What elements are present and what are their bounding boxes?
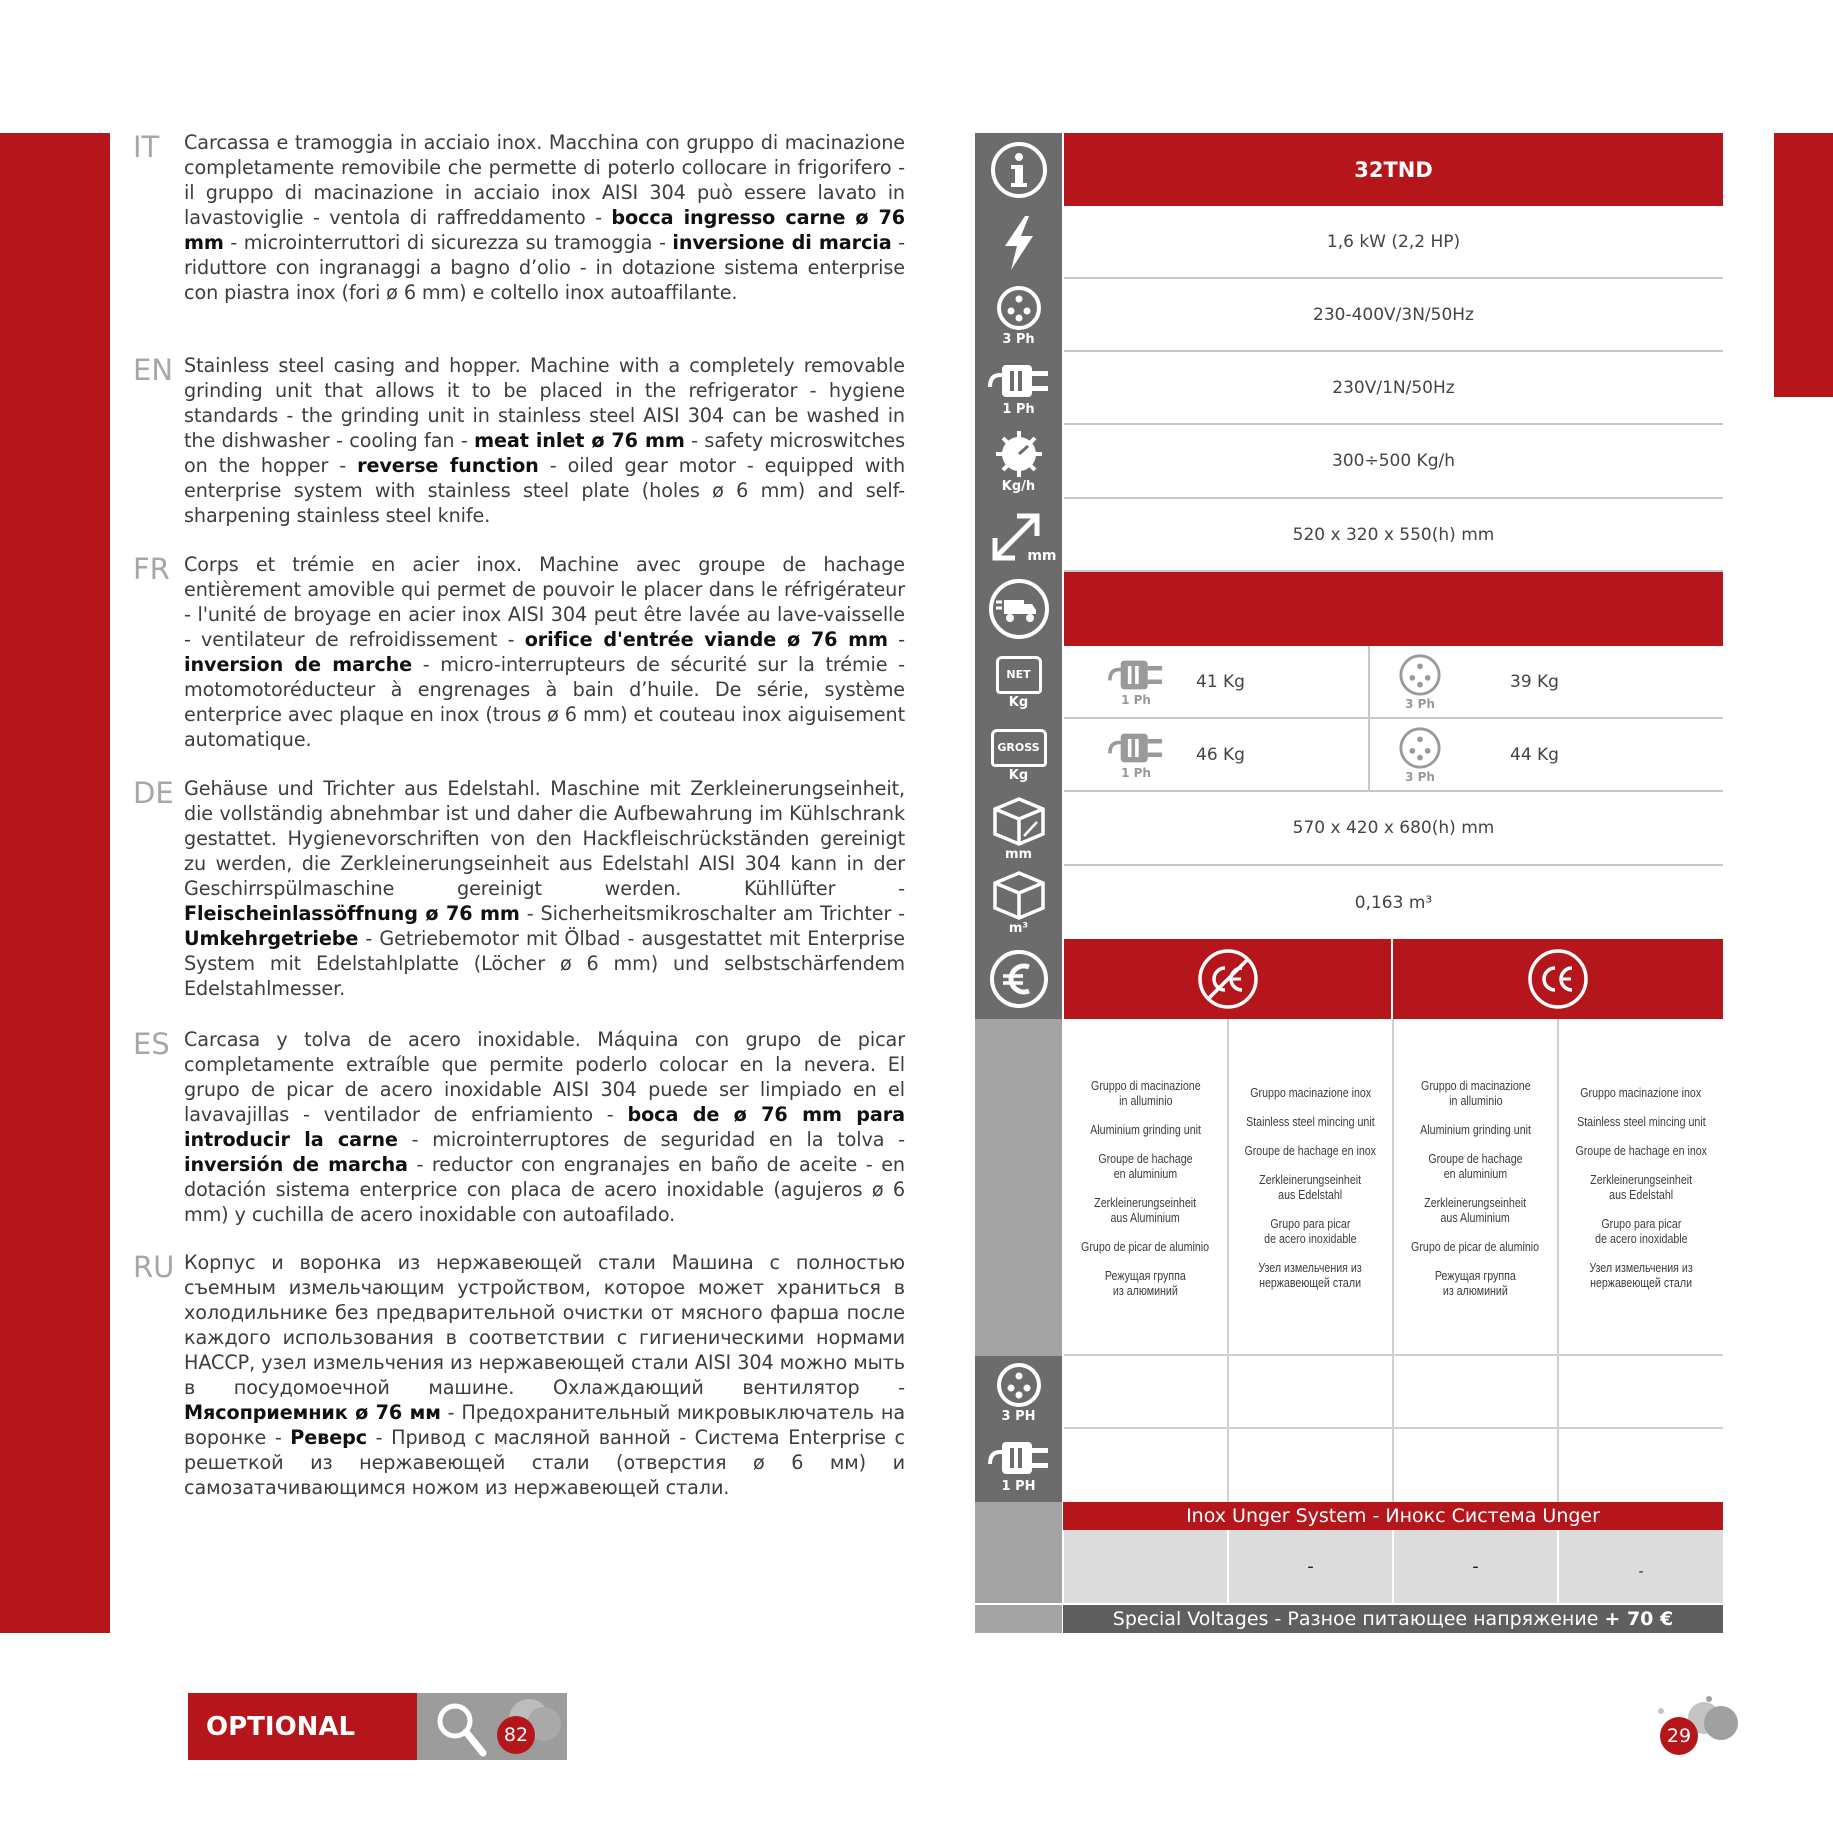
dimensions-value: 520 x 320 x 550(h) mm [1064,499,1723,572]
band-icon-cell [975,1605,1062,1633]
lang-text: Корпус и воронка из нержавеющей стали Машина с полностью съемным измельчающим устройством, которое может храниться в холодильнике без предварительной очистки от мясного фарша после каждого использования в соответствии с гигиеническими нормами HACCP, узел измельчения из нержавеющей стали AISI 304 можно мыть в посудомоечной машине. Охлаждающий вентилятор - Мясоприемник ø 76 мм - Предохранительный микровыключатель на воронке - Реверс - Привод с масляной ванной - Система Enterprise с решеткой из нержавеющей стали (отверстия ø 6 мм) и самозатачивающимся ножом из нержавеющей стали. [184,1251,905,1499]
price-cell [1229,1429,1394,1502]
spec-row-model [975,133,1723,206]
shipping-truck-icon [975,572,1062,646]
net-weight-icon [975,646,1062,719]
spec-row-voltage-1ph [975,352,1723,425]
three-phase-plug-icon [1398,653,1442,711]
ce-column-header [1393,939,1723,1019]
left-red-bar [0,133,110,1633]
magnifier-icon [431,1697,491,1757]
lang-code: IT [133,130,160,164]
unger-value: - [1229,1530,1394,1603]
meat-grinder-output-icon [975,425,1062,499]
euro-icon [975,939,1062,1019]
spec-row-package-dimensions [975,792,1723,866]
icon-label: 1 Ph [1121,692,1151,707]
net-weight-1ph-cell [1064,646,1370,719]
price-cell [1064,1356,1229,1429]
icon-label: m³ [1008,920,1029,936]
net-weight-3ph: 39 Kg [1510,671,1559,692]
icon-label: Kg [1008,767,1029,783]
no-ce-mark-icon [1197,948,1259,1010]
lang-text: Corps et trémie en acier inox. Machine avec groupe de hachage entièrement amovible qui permet de pouvoir le placer dans le réfrigérateur - l'unité de broyage en acier inox AISI 304 peut être lavée au lave-vaisselle - ventilateur de refroidissement - orifice d'entrée viande ø 76 mm - inversion de marche - micro-interrupteurs de sécurité sur la trémie - motomotoréducteur à engrenages à bain d’huile. De série, système enterprice avec plaque en inox (trous ø 6 mm) et couteau inox aiguisement automatique. [184,553,905,751]
spec-row-dimensions [975,499,1723,572]
voltage-3ph-value: 230-400V/3N/50Hz [1064,279,1723,352]
right-red-tab [1774,133,1833,397]
unger-value: - [1394,1530,1559,1603]
shipping-header [1064,572,1723,646]
price-cell [1229,1356,1394,1429]
spec-row-output [975,425,1723,499]
power-value: 1,6 kW (2,2 HP) [1064,206,1723,279]
spec-row-price-1ph [975,1429,1723,1502]
lang-text: Gehäuse und Trichter aus Edelstahl. Maschine mit Zerkleinerungseinheit, die vollständig abnehmbar ist und daher die Aufbewahrung im Kühlschrank gestattet. Hygienevorschriften von den Hackfleischrückständen gereinigt zu werden, die Zerkleinerungseinheit aus Edelstahl AISI 304 kann in der Geschirrspülmaschine gereinigt werden. Kühllüfter - Fleischeinlassöffnung ø 76 mm - Sicherheitsmikroschalter am Trichter - Umkehrgetriebe - Getriebemotor mit Ölbad - ausgestattet mit Enterprise System mit Edelstahlplatte (Löcher ø 6 mm) und selbstschärfendem Edelstahlmesser. [184,777,906,1000]
info-icon [975,133,1062,206]
group-col-inox-noce [1229,1019,1394,1356]
group-desc: Aluminium grinding unit [1420,1121,1531,1137]
group-desc: Grupo para picar de acero inoxidable [1594,1216,1688,1246]
group-desc: Режущая группа из алюминий [1105,1267,1186,1298]
lang-code: ES [133,1027,170,1061]
group-desc: Grupo para picar de acero inoxidable [1264,1216,1357,1246]
price-cell [1394,1356,1559,1429]
icon-label: 1 Ph [1121,765,1151,780]
lang-code: FR [133,552,170,586]
band-icon-cell [975,1502,1062,1530]
lightning-icon [975,206,1062,279]
group-desc: Режущая группа из алюминий [1435,1267,1516,1298]
icon-label: 1 Ph [1002,401,1035,417]
icon-label: 3 Ph [1405,696,1435,711]
optional-page-link[interactable] [417,1693,567,1760]
package-dimensions-value: 570 x 420 x 680(h) mm [1064,792,1723,866]
no-ce-column-header [1064,939,1393,1019]
price-cell [1559,1429,1723,1502]
unger-system-band: Inox Unger System - Инокс Система Unger [1063,1502,1723,1530]
three-phase-plug-icon [1398,726,1442,784]
group-desc: Grupo de picar de aluminio [1081,1238,1210,1254]
group-desc: Zerkleinerungseinheit aus Aluminium [1094,1194,1197,1225]
single-phase-plug-icon [975,352,1062,425]
page-number: 29 [1660,1717,1698,1755]
group-desc: Gruppo di macinazione in alluminio [1090,1077,1201,1108]
icon-label: Kg [1008,694,1029,710]
spec-row-voltage-3ph [975,279,1723,352]
group-desc: Gruppo macinazione inox [1250,1085,1371,1100]
lang-text: Carcassa e tramoggia in acciaio inox. Macchina con gruppo di macinazione completamente removibile che permette di poterlo collocare in frigorifero - il gruppo di macinazione in acciaio inox AISI 304 può essere lavato in lavastoviglie - ventola di raffreddamento - bocca ingresso carne ø 76 mm - microinterruttori di sicurezza su tramoggia - inversione di marcia - riduttore con ingranaggi a bagno d’olio - in dotazione sistema enterprise con piastra inox (fori ø 6 mm) e coltello inox autoaffilante. [184,131,905,304]
single-phase-plug-icon [1106,657,1166,707]
group-desc: Gruppo macinazione inox [1580,1085,1702,1100]
decor-dot [1706,1696,1712,1702]
ce-mark-icon [1527,948,1589,1010]
price-cell [1394,1429,1559,1502]
group-desc: Zerkleinerungseinheit aus Aluminium [1424,1194,1527,1225]
spec-row-price-header [975,939,1723,1019]
spec-row-volume [975,866,1723,939]
gross-weight-3ph: 44 Kg [1510,744,1559,765]
optional-label[interactable]: OPTIONAL [188,1693,417,1760]
icon-label: GROSS [997,741,1040,754]
three-phase-plug-icon [975,279,1062,352]
group-desc: Zerkleinerungseinheit aus Edelstahl [1590,1172,1692,1202]
group-desc: Zerkleinerungseinheit aus Edelstahl [1259,1172,1362,1202]
volume-box-icon [975,866,1062,939]
unger-value [1064,1530,1229,1603]
group-desc: Stainless steel mincing unit [1246,1114,1375,1129]
icon-label: 3 Ph [1002,331,1035,347]
spec-row-grinding-groups [975,1019,1723,1356]
group-col-aluminium-ce [1394,1019,1559,1356]
spec-row-unger-values [975,1530,1723,1603]
price-cell [1064,1429,1229,1502]
special-voltages-label: Special Voltages - Разное питающее напряжение [1112,1608,1605,1630]
optional-page-number: 82 [497,1716,535,1754]
gross-weight-icon [975,719,1062,792]
lang-text: Carcasa y tolva de acero inoxidable. Máquina con grupo de picar completamente extraíble que permite poderlo colocar en la nevera. El grupo de picar de acero inoxidable AISI 304 puede ser limpiado en el lavavajillas - ventilador de enfriamiento - boca de ø 76 mm para introducir la carne - microinterruptores de seguridad en la tolva - inversión de marcha - reductor con engranajes en baño de aceite - en dotación sistema enterprice con placa de acero inoxidable (agujeros ø 6 mm) y cuchilla de acero inoxidable con autoafilado. [184,1028,905,1226]
group-col-aluminium-noce [1064,1019,1229,1356]
spec-row-shipping [975,572,1723,646]
spec-row-gross-weight [975,719,1723,792]
lang-code: DE [133,776,174,810]
decor-dot [1658,1708,1664,1714]
icon-label: mm [1004,847,1033,862]
icon-label: 3 Ph [1405,769,1435,784]
decor-circle [1704,1706,1738,1740]
lang-code: EN [133,353,174,387]
group-desc: Gruppo di macinazione in alluminio [1420,1077,1531,1108]
empty-icon-cell [975,1019,1062,1356]
volume-value: 0,163 m³ [1354,892,1433,913]
special-voltages-price: + 70 € [1604,1608,1674,1630]
icon-label: 1 PH [1001,1478,1036,1494]
net-weight-1ph: 41 Kg [1196,671,1245,692]
spec-row-power [975,206,1723,279]
single-phase-plug-icon [1106,730,1166,780]
dimensions-arrow-icon [975,499,1062,572]
group-desc: Узел измельчения из нержавеющей стали [1258,1260,1363,1290]
three-phase-plug-icon [975,1356,1062,1429]
single-phase-plug-icon [975,1429,1062,1502]
gross-weight-3ph-cell [1370,719,1723,792]
group-desc: Stainless steel mincing unit [1576,1114,1706,1129]
lang-code: RU [133,1250,175,1284]
icon-label: NET [1006,668,1031,681]
group-desc: Groupe de hachage en aluminium [1098,1150,1193,1181]
icon-label: 3 PH [1001,1408,1036,1424]
package-box-icon [975,792,1062,866]
group-desc: Groupe de hachage en inox [1244,1143,1377,1158]
price-cell [1559,1356,1723,1429]
group-desc: Groupe de hachage en inox [1575,1143,1707,1158]
group-desc: Aluminium grinding unit [1090,1121,1201,1137]
net-weight-3ph-cell [1370,646,1723,719]
gross-weight-1ph-cell [1064,719,1370,792]
model-name: 32TND [1064,133,1723,206]
empty-icon-cell [975,1530,1062,1603]
group-col-inox-ce [1559,1019,1723,1356]
spec-row-net-weight [975,646,1723,719]
icon-label: Kg/h [1001,479,1036,494]
gross-weight-1ph: 46 Kg [1196,744,1245,765]
icon-label: mm [1027,547,1057,564]
unger-value: - [1559,1530,1723,1603]
output-value: 300÷500 Kg/h [1064,425,1723,499]
group-desc: Узел измельчения из нержавеющей стали [1589,1260,1693,1290]
lang-text: Stainless steel casing and hopper. Machine with a completely removable grinding unit that allows it to be placed in the refrigerator - hygiene standards - the grinding unit in stainless steel AISI 304 can be washed in the dishwasher - cooling fan - meat inlet ø 76 mm - safety microswitches on the hopper - reverse function - oiled gear motor - equipped with enterprise system with stainless steel plate (holes ø 6 mm) and self-sharpening stainless steel knife. [184,354,906,527]
group-desc: Groupe de hachage en aluminium [1428,1150,1523,1181]
voltage-1ph-value: 230V/1N/50Hz [1064,352,1723,425]
special-voltages-band [1063,1605,1723,1633]
spec-row-price-3ph [975,1356,1723,1429]
group-desc: Grupo de picar de aluminio [1411,1238,1540,1254]
